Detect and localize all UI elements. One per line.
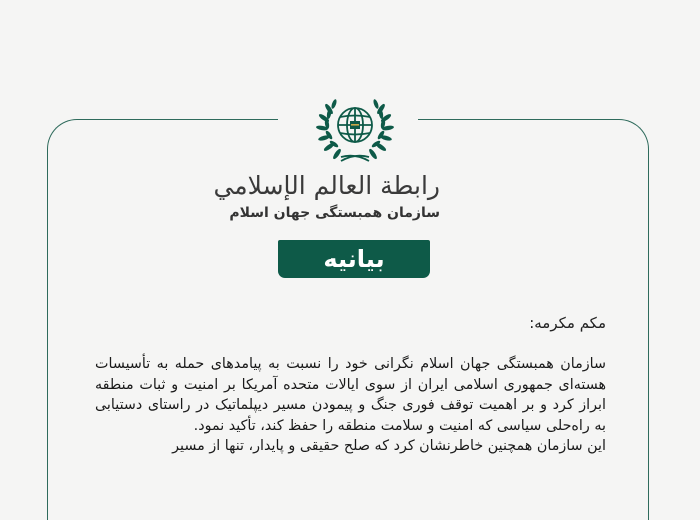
statement-body [95, 354, 606, 457]
document-type-badge: بیانیه [278, 240, 430, 278]
organization-name: سازمان همبستگی جهان اسلام [229, 205, 440, 221]
arabic-calligraphy-title: رابطة العالم الإسلامي [213, 171, 440, 200]
frame-border-top-left [95, 119, 278, 120]
frame-border-left [47, 119, 100, 520]
salutation: مکم مکرمه: [529, 314, 606, 332]
paragraph: این سازمان همچنین خاطرنشان کرد که صلح حقیقی و پایدار، تنها از مسیر [172, 438, 606, 454]
paragraph: سازمان همبستگی جهان اسلام نگرانی خود را نسبت به پیامدهای حمله به تأسیسات هسته‌ای جمهوری اسلامی ایران از سوی ایالات متحده آمریکا بر امنیت و ثبات منطقه ابراز کرد و بر اهمیت توقف فوری جنگ و پیمودن مسیر دیپلماتیک در راستای دستیابی به راه‌حلی سیاسی که امنیت و سلامت منطقه را حفظ کند، تأکید نمود. [95, 356, 606, 434]
frame-border-top-right [418, 119, 600, 120]
globe-wreath-emblem-icon [315, 87, 395, 167]
